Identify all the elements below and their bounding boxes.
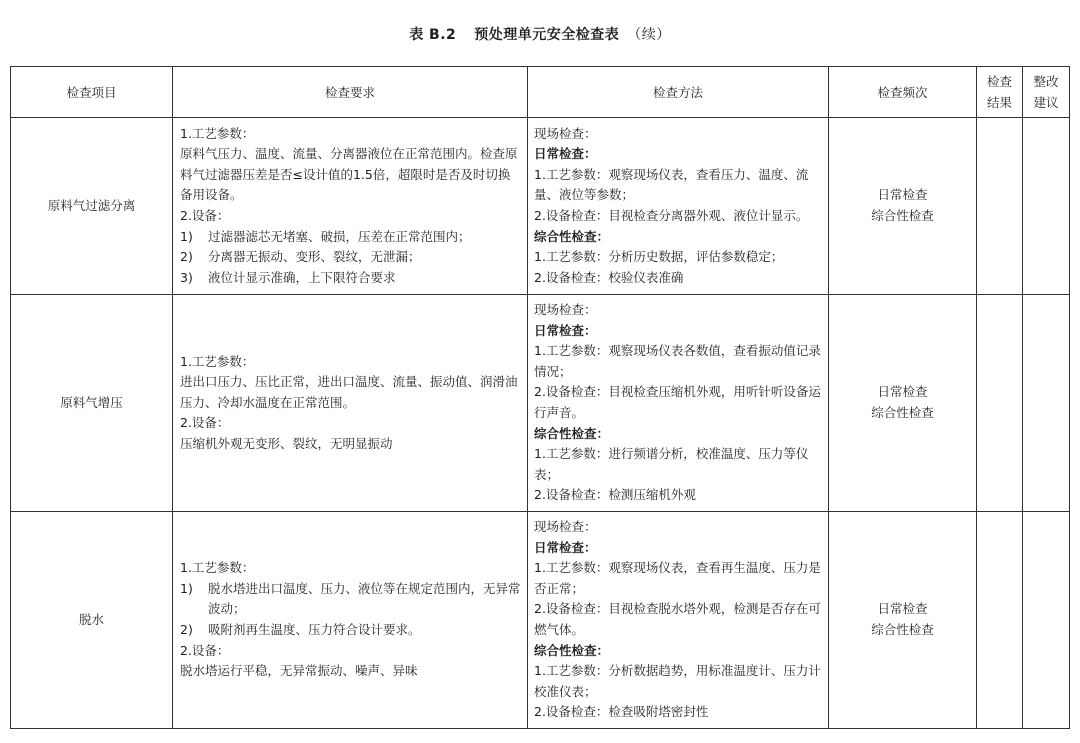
requirement-line: 1.工艺参数： — [180, 353, 255, 369]
cell-item: 原料气过滤分离 — [11, 118, 173, 295]
frequency-line: 综合性检查 — [871, 208, 934, 223]
inspection-table — [10, 66, 1070, 729]
frequency-line: 综合性检查 — [871, 405, 934, 420]
table-title — [0, 24, 1080, 44]
requirement-line: 2.设备： — [180, 415, 230, 431]
method-line: 综合性检查： — [534, 228, 610, 244]
method-line: 2.设备检查：校验仪表准确 — [534, 269, 684, 285]
requirement-line: 2.设备： — [180, 208, 230, 223]
subitem-number: 1) — [180, 580, 193, 596]
requirement-line: 1.工艺参数： — [180, 125, 255, 141]
method-line: 1.工艺参数：观察现场仪表各数值，查看振动值记录情况； — [534, 343, 821, 379]
subitem-text: 过滤器滤芯无堵塞、破损，压差在正常范围内； — [208, 228, 471, 244]
cell-item: 脱水 — [11, 512, 173, 729]
method-line: 2.设备检查：目视检查脱水塔外观，检测是否存在可燃气体。 — [534, 601, 821, 637]
header-requirement: 检查要求 — [173, 67, 528, 118]
frequency-line: 日常检查 — [877, 601, 928, 617]
header-frequency: 检查频次 — [829, 67, 977, 118]
cell-fix — [1023, 118, 1070, 295]
cell-method — [528, 118, 829, 295]
requirement-line: 压缩机外观无变形、裂纹，无明显振动 — [180, 435, 393, 451]
frequency-line: 综合性检查 — [871, 622, 934, 637]
requirement-line: 1.工艺参数： — [180, 560, 255, 576]
method-line: 1.工艺参数：观察现场仪表，查看再生温度、压力是否正常； — [534, 560, 821, 596]
frequency-line: 日常检查 — [877, 384, 928, 400]
requirement-line: 原料气压力、温度、流量、分离器液位在正常范围内。检查原料气过滤器压差是否≤设计值的1.5倍，超限时是否及时切换备用设备。 — [180, 146, 518, 203]
method-line: 现场检查： — [534, 302, 597, 318]
subitem-number: 3) — [180, 269, 193, 285]
requirement-line: 进出口压力、压比正常，进出口温度、流量、振动值、润滑油压力、冷却水温度在正常范围。 — [180, 374, 518, 410]
method-line: 综合性检查： — [534, 642, 610, 658]
method-line: 1.工艺参数：观察现场仪表，查看压力、温度、流量、液位等参数； — [534, 166, 809, 203]
requirement-line: 脱水塔运行平稳，无异常振动、噪声、异味 — [180, 663, 418, 679]
requirement-line: 2.设备： — [180, 642, 230, 658]
cell-frequency — [829, 295, 977, 512]
requirement-subitem — [180, 620, 521, 641]
method-line: 1.工艺参数：分析历史数据，评估参数稳定； — [534, 249, 784, 265]
subitem-text: 脱水塔进出口温度、压力、液位等在规定范围内，无异常波动； — [208, 580, 521, 617]
cell-requirement — [173, 295, 528, 512]
table-continued: （续） — [627, 27, 671, 43]
cell-requirement — [173, 118, 528, 295]
header-result: 检查结果 — [977, 67, 1023, 118]
requirement-subitem — [180, 227, 521, 248]
subitem-text: 液位计显示准确，上下限符合要求 — [208, 269, 396, 285]
subitem-number: 1) — [180, 228, 193, 244]
table-row — [11, 118, 1070, 295]
cell-item: 原料气增压 — [11, 295, 173, 512]
cell-method — [528, 512, 829, 729]
header-method: 检查方法 — [528, 67, 829, 118]
table-row — [11, 512, 1070, 729]
requirement-subitem — [180, 579, 521, 620]
cell-fix — [1023, 512, 1070, 729]
cell-requirement — [173, 512, 528, 729]
table-row — [11, 295, 1070, 512]
method-line: 2.设备检查：检查吸附塔密封性 — [534, 704, 709, 720]
cell-method — [528, 295, 829, 512]
subitem-text: 分离器无振动、变形、裂纹，无泄漏； — [208, 249, 421, 265]
frequency-line: 日常检查 — [877, 187, 928, 203]
method-line: 综合性检查： — [534, 425, 610, 441]
subitem-number: 2) — [180, 622, 193, 637]
subitem-text: 吸附剂再生温度、压力符合设计要求。 — [208, 622, 421, 637]
cell-result — [977, 512, 1023, 729]
method-line: 现场检查： — [534, 125, 597, 141]
method-line: 2.设备检查：检测压缩机外观 — [534, 487, 696, 503]
cell-fix — [1023, 295, 1070, 512]
header-item: 检查项目 — [11, 67, 173, 118]
cell-frequency — [829, 512, 977, 729]
table-number: 表 B.2 — [409, 27, 457, 43]
method-line: 日常检查： — [534, 322, 597, 338]
method-line: 2.设备检查：目视检查分离器外观、液位计显示。 — [534, 208, 809, 223]
requirement-subitem — [180, 247, 521, 268]
method-line: 2.设备检查：目视检查压缩机外观，用听针听设备运行声音。 — [534, 384, 821, 420]
header-fix: 整改建议 — [1023, 67, 1070, 118]
table-name: 预处理单元安全检查表 — [474, 27, 620, 43]
method-line: 1.工艺参数：进行频谱分析，校准温度、压力等仪表； — [534, 446, 809, 482]
requirement-subitem — [180, 268, 521, 289]
method-line: 日常检查： — [534, 539, 597, 555]
cell-frequency — [829, 118, 977, 295]
cell-result — [977, 118, 1023, 295]
method-line: 1.工艺参数：分析数据趋势，用标准温度计、压力计校准仪表； — [534, 663, 821, 699]
header-row — [11, 67, 1070, 118]
method-line: 日常检查： — [534, 146, 597, 162]
method-line: 现场检查： — [534, 519, 597, 535]
subitem-number: 2) — [180, 249, 193, 265]
cell-result — [977, 295, 1023, 512]
